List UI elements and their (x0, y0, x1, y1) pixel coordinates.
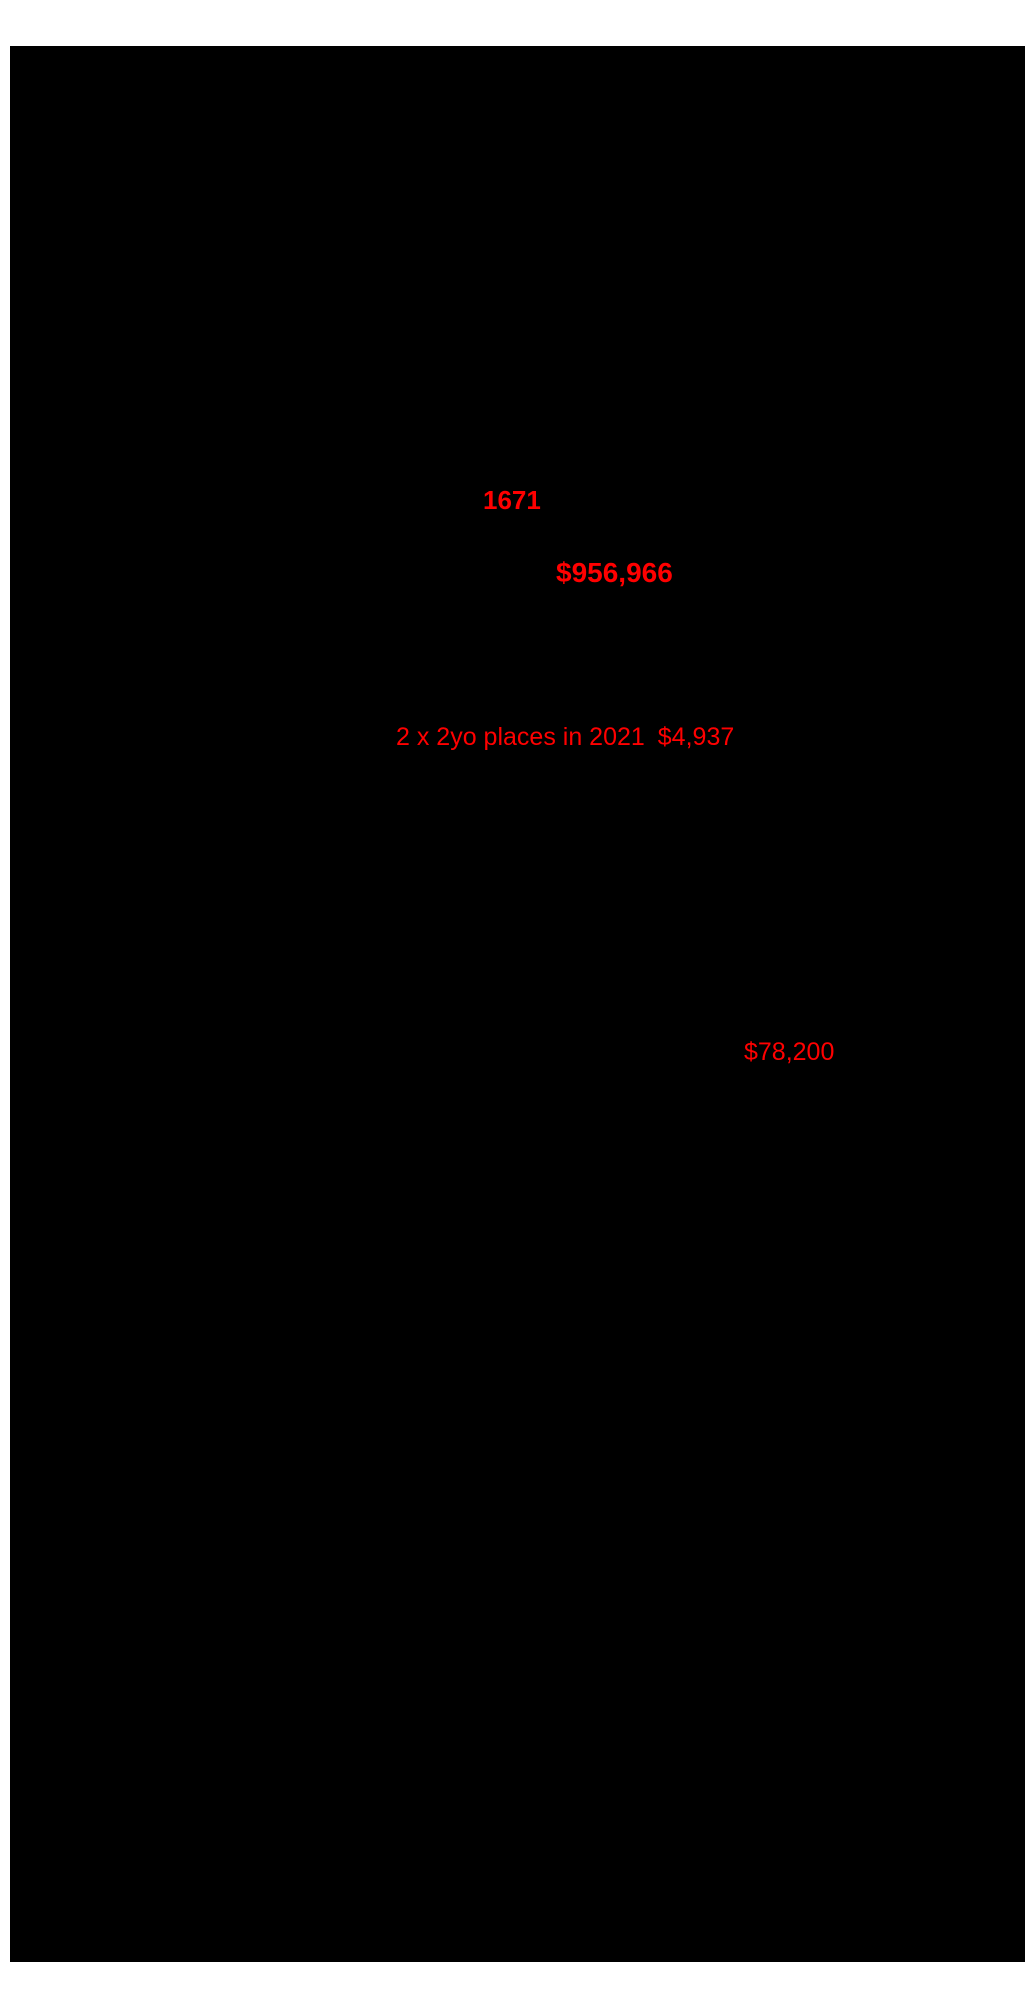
annotation-places-value: $4,937 (657, 723, 735, 751)
black-video-frame (10, 46, 1025, 1962)
annotation-large-amount: $956,966 (556, 557, 673, 588)
annotation-places-label: 2 x 2yo places in 2021 (396, 723, 645, 751)
annotation-places-row (396, 724, 734, 752)
annotation-count: 1671 (483, 485, 541, 515)
annotation-small-amount: $78,200 (744, 1038, 835, 1066)
